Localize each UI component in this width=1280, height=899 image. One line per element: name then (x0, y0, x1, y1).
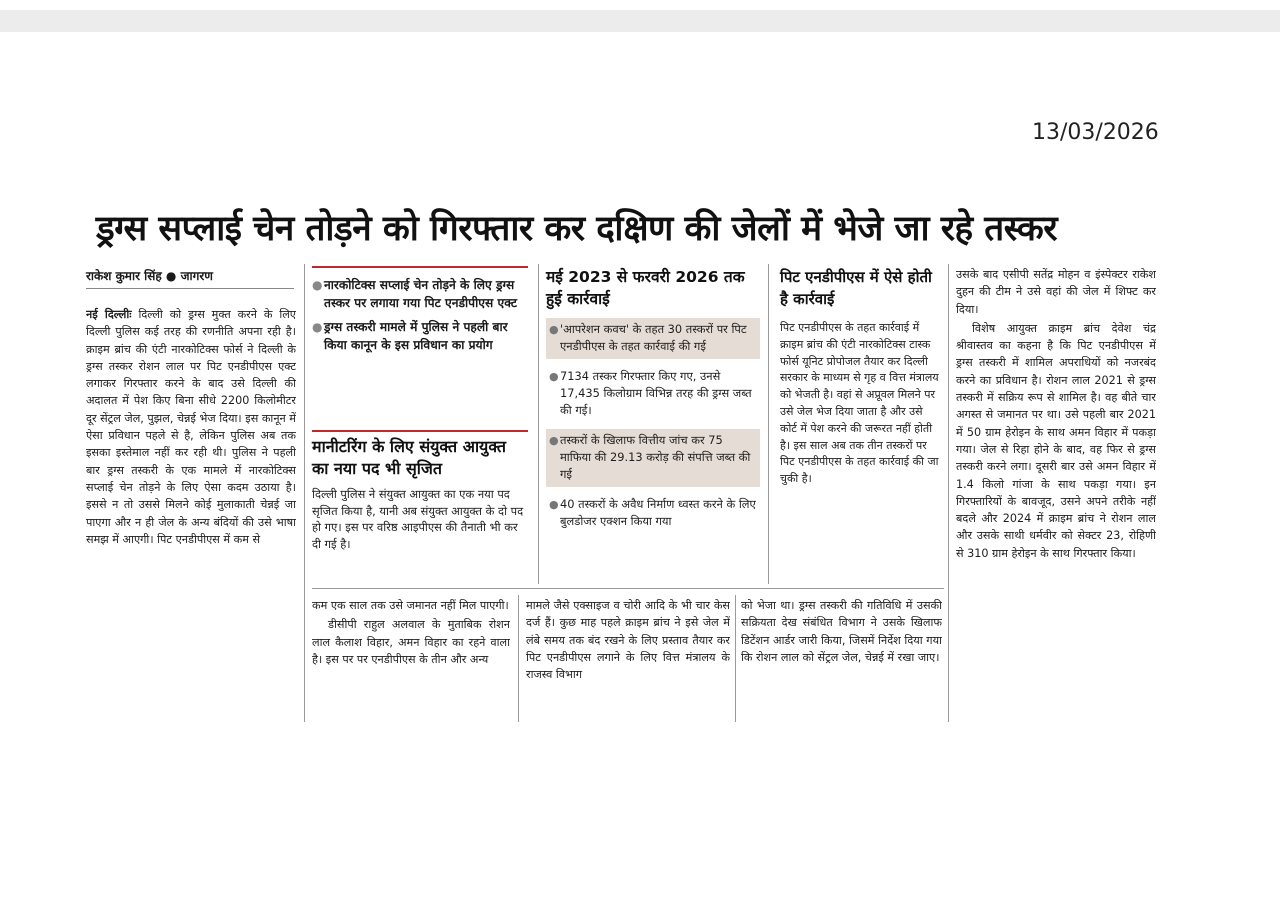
column-1-text: दिल्ली को ड्रग्स मुक्त करने के लिए दिल्ली पुलिस कई तरह की रणनीति अपना रही है। क्राइम ब्रांच की एंटी नारकोटिक्स फोर्स ने दिल्ली के ड्रग्स तस्कर रोशन लाल पर पिट एनडीपीएस एक्ट लगाकर गिरफ्तार करने के बाद उसे दिल्ली की अदालत में पेश किए बिना सीधे 2200 किलोमीटर दूर सेंट्रल जेल, पुझल, चेन्नई भेज दिया। इस कानून में ऐसा प्रविधान पहले से है, लेकिन पुलिस अब तक इसका इस्तेमाल नहीं कर रही थी। पुलिस ने पहली बार ड्रग्स तस्करी के एक मामले में नारकोटिक्स सप्लाई चेन तोड़ने के लिए ऐसा कदम उठाया है। इससे न तो उससे मिलने कोई मुलाकाती चेन्नई जा पाएगा और न ही जेल के अन्य बंदियों की उसे भाषा समझ में आएगी। पिट एनडीपीएस में कम से (86, 308, 296, 546)
fact-item: ● तस्करों के खिलाफ वित्तीय जांच कर 75 माफिया की 29.13 करोड़ की संपत्ति जब्त की गई (546, 429, 760, 487)
column-4-text: को भेजा था। ड्रग्स तस्करी की गतिविधि में उसकी सक्रियता देख संबंधित विभाग ने उसके खिलाफ डिटेंशन आर्डर जारी किया, जिसमें निर्देश दिया गया कि रोशन लाल को सेंट्रल जेल, चेन्नई में रखा जाए। (741, 599, 942, 664)
bullet-icon: ● (549, 498, 559, 511)
page-date: 13/03/2026 (1032, 120, 1159, 145)
column-2-text-2: डीसीपी राहुल अलवाल के मुताबिक रोशन लाल कैलाश विहार, अमन विहार का रहने वाला है। इस पर पर एनडीपीएस के तीन और अन्य (312, 618, 510, 666)
fact-item: ● 7134 तस्कर गिरफ्तार किए गए, उनसे 17,435 किलोग्राम विभिन्न तरह की ड्रग्स जब्त की गई। (549, 369, 752, 417)
bullet-icon: ● (549, 323, 559, 336)
article-byline: राकेश कुमार सिंह ● जागरण (86, 269, 213, 283)
fact-item: ● 'आपरेशन कवच' के तहत 30 तस्करों पर पिट एनडीपीएस के तहत कार्रवाई की गई (546, 318, 760, 359)
column-divider (518, 595, 519, 722)
highlights-box (312, 276, 528, 360)
process-box (780, 266, 940, 488)
monitoring-title: मानीटरिंग के लिए संयुक्त आयुक्त का नया पद भी सृजित (312, 437, 507, 478)
fact-item: ● 40 तस्करों के अवैध निर्माण ध्वस्त करने के लिए बुलडोजर एक्शन किया गया (549, 497, 756, 528)
highlight-item: ● ड्रग्स तस्करी मामले में पुलिस ने पहली बार किया कानून के इस प्रविधान का प्रयोग (312, 320, 508, 352)
column-divider (735, 595, 736, 722)
column-5-text-2: विशेष आयुक्त क्राइम ब्रांच देवेश चंद्र श्रीवास्तव का कहना है कि पिट एनडीपीएस में ड्रग्स तस्करी में शामिल अपराधियों को नजरबंद करने का प्रविधान है। रोशन लाल 2021 से ड्रग्स तस्करी में सक्रिय रूप से शामिल है। वह बीते चार अगस्त से जमानत पर था। उसे पहली बार 2021 में 50 ग्राम हेरोइन के साथ अमन विहार में पकड़ा गया। जेल से रिहा होने के बाद, वह फिर से ड्रग्स तस्करी करने लगा। दूसरी बार उसे अमन विहार में 1.4 किलो गांजा के साथ पकड़ा गया। इन गिरफ्तारियों के बावजूद, उसने अपने तरीके नहीं बदले और 2024 में क्राइम ब्रांच ने रोशन लाल और उसके साथी धर्मवीर को सेक्टर 23, रोहिणी से 310 ग्राम हेरोइन के साथ गिरफ्तार किया। (956, 321, 1156, 560)
byline-divider (86, 288, 294, 289)
monitoring-box (312, 436, 528, 552)
column-divider (948, 264, 949, 722)
highlights-top-rule (312, 266, 528, 268)
article-headline: ड्रग्स सप्लाई चेन तोड़ने को गिरफ्तार कर दक्षिण की जेलों में भेजे जा रहे तस्कर (96, 209, 1058, 249)
article-column-4 (741, 597, 942, 727)
column-3-text: मामले जैसे एक्साइज व चोरी आदि के भी चार केस दर्ज हैं। कुछ माह पहले क्राइम ब्रांच ने इसे जेल में लंबे समय तक बंद रखने के लिए प्रस्ताव तैयार कर पिट एनडीपीएस लगाने के लिए वित्त मंत्रालय के राजस्व विभाग (526, 599, 730, 682)
column-5-text-1: उसके बाद एसीपी सतेंद्र मोहन व इंस्पेक्टर राकेश दुहन की टीम ने उसे वहां की जेल में शिफ्ट कर दिया। (956, 268, 1156, 316)
column-2-text-1: कम एक साल तक उसे जमानत नहीं मिल पाएगी। (312, 599, 509, 612)
action-facts-list (546, 318, 760, 534)
process-box-title: पिट एनडीपीएस में ऐसे होती है कार्रवाई (780, 268, 932, 308)
article-column-2 (312, 597, 510, 727)
monitoring-top-rule (312, 430, 528, 432)
bullet-icon: ● (312, 320, 323, 334)
process-box-text: पिट एनडीपीएस के तहत कार्रवाई में क्राइम ब्रांच की एंटी नारकोटिक्स टास्क फोर्स यूनिट प्रोपोजल तैयार कर दिल्ली सरकार के माध्यम से गृह व वित्त मंत्रालय को भेजती है। वहां से अप्रूवल मिलने पर उसे जेल भेज दिया जाता है और उसे कोर्ट में पेश करने की जरूरत नहीं होती है। इस साल अब तक तीन तस्करों पर पिट एनडीपीएस के तहत कार्रवाई की जा चुकी है। (780, 321, 939, 486)
dateline: नई दिल्लीः (86, 308, 132, 321)
action-box-title: मई 2023 से फरवरी 2026 तक हुई कार्रवाई (546, 268, 745, 308)
browser-top-bar (0, 10, 1280, 32)
column-divider (304, 264, 305, 722)
action-box (546, 266, 760, 540)
article-column-3 (526, 597, 730, 727)
column-divider (538, 264, 539, 584)
section-divider (312, 588, 944, 589)
article-column-1 (86, 306, 296, 722)
highlights-list (312, 276, 528, 354)
bullet-icon: ● (549, 370, 559, 383)
bullet-icon: ● (312, 278, 323, 292)
monitoring-text: दिल्ली पुलिस ने संयुक्त आयुक्त का एक नया पद सृजित किया है, यानी अब संयुक्त आयुक्त के दो पद हो गए। इस पर वरिष्ठ आइपीएस की तैनाती भी कर दी गई है। (312, 487, 524, 551)
column-divider (768, 264, 769, 584)
article-column-5 (956, 266, 1156, 726)
bullet-icon: ● (549, 434, 559, 447)
highlight-item: ● नारकोटिक्स सप्लाई चेन तोड़ने के लिए ड्रग्स तस्कर पर लगाया गया पिट एनडीपीएस एक्ट (312, 278, 517, 310)
